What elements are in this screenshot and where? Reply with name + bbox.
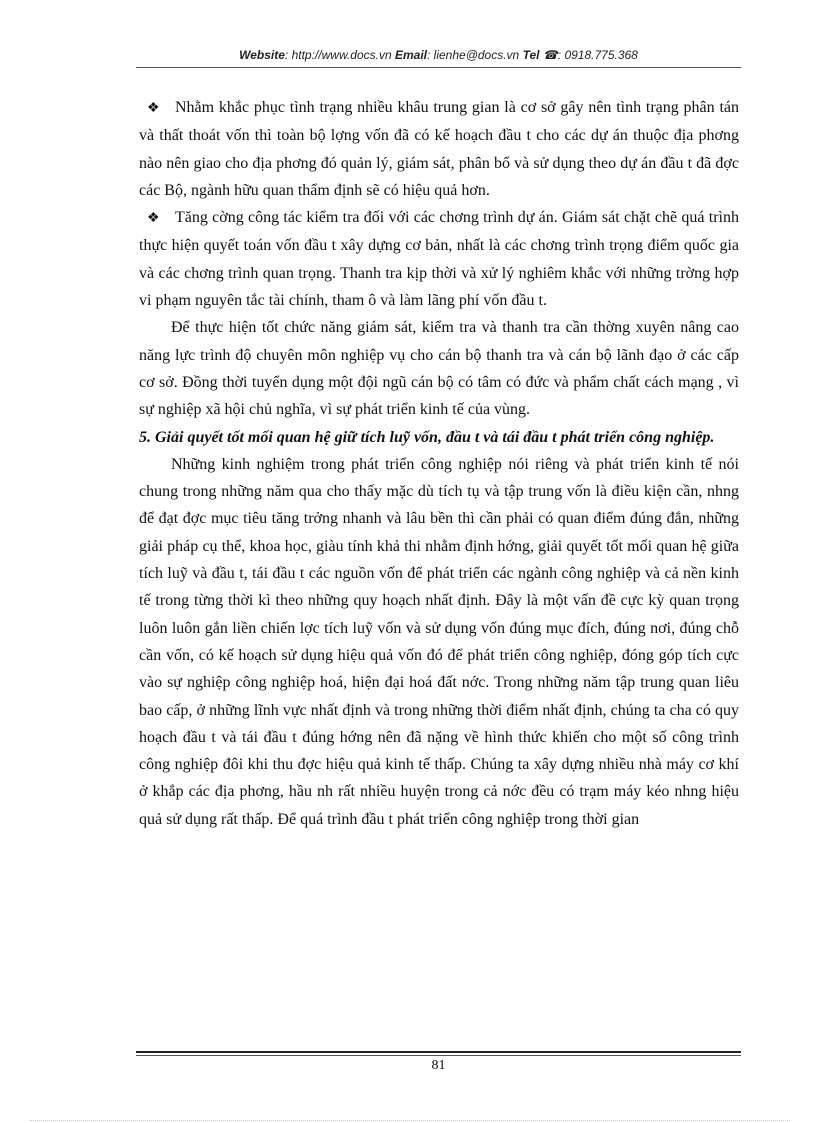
diamond-bullet-icon: ❖ (147, 101, 160, 116)
section-heading: 5. Giải quyết tốt mối quan hệ giữ tích luỹ vốn, đầu t và tái đầu t phát triển công nghiệp. (139, 428, 715, 446)
bullet-paragraph-1 (139, 94, 739, 204)
email-address: : lienhe@docs.vn (427, 48, 520, 62)
website-url: : http://www.docs.vn (284, 48, 392, 62)
phone-icon: ☎ (542, 48, 558, 62)
paragraph-text: Tăng cờng công tác kiểm tra đối với các chơng trình dự án. Giám sát chặt chẽ quá trình thực hiện quyết toán vốn đầu t xây dựng cơ bản, nhất là các chơng trình trọng điểm quốc gia và các chơng trình quan trọng. Thanh tra kịp thời và xử lý nghiêm khắc với những trờng hợp vi phạm nguyên tắc tài chính, tham ô và làm lãng phí vốn đầu t. (139, 209, 739, 310)
paragraph: Để thực hiện tốt chức năng giám sát, kiểm tra và thanh tra cần thờng xuyên nâng cao năng lực trình độ chuyên môn nghiệp vụ cho cán bộ thanh tra và cán bộ lãnh đạo ở các cấp cơ sở. Đồng thời tuyển dụng một đội ngũ cán bộ có tâm có đức và phẩm chất cách mạng , vì sự nghiệp xã hội chủ nghĩa, vì sự phát triển kinh tế của vùng. (139, 319, 739, 419)
paragraph: Những kinh nghiệm trong phát triển công nghiệp nói riêng và phát triển kinh tế nói chung trong những năm qua cho thấy mặc dù tích tụ và tập trung vốn là điều kiện cần, nhng để đạt đợc mục tiêu tăng trởng nhanh và lâu bền thì cần phải có quan điểm đúng đắn, những giải pháp cụ thể, khoa học, giàu tính khả thi nhằm định hớng, giải quyết tốt mối quan hệ giữa tích luỹ và đầu t, tái đầu t các nguồn vốn để phát triển các ngành công nghiệp và cả nền kinh tế trong từng thời kì theo những quy hoạch nhất định. Đây là một vấn đề cực kỳ quan trọng luôn luôn gắn liền chiến lợc tích luỹ vốn và sử dụng vốn đúng mục đích, đúng nơi, đúng chỗ cần vốn, có kế hoạch sử dụng hiệu quả vốn đó để phát triển công nghiệp, đóng góp tích cực vào sự nghiệp công nghiệp hoá, hiện đại hoá đất nớc. Trong những năm tập trung quan liêu bao cấp, ở những lĩnh vực nhất định và trong những thời điểm nhất định, chúng ta cha có quy hoạch đầu t và tái đầu t đúng hớng nên đã nặng về hình thức khiến cho một số công trình công nghiệp đôi khi thu đợc hiệu quả kinh tế thấp. Chúng ta xây dựng nhiều nhà máy cơ khí ở khắp các địa phơng, hầu nh rất nhiều huyện trong cả nớc đều có trạm máy kéo nhng hiệu quả sử dụng rất thấp. Để quá trình đầu t phát triển công nghiệp trong thời gian (139, 455, 739, 828)
email-label: Email (394, 48, 427, 62)
footer-rule (136, 1051, 741, 1053)
header-rule (136, 67, 741, 68)
website-label: Website (239, 48, 285, 62)
tel-label: Tel (522, 48, 540, 62)
page-bottom-border (30, 1120, 790, 1121)
paragraph-text: Nhằm khắc phục tình trạng nhiều khâu trung gian là cơ sở gây nên tình trạng phân tán và thất thoát vốn thì toàn bộ lợng vốn đã có kế hoạch đầu t cho các dự án thuộc địa phơng nào nên giao cho địa phơng đó quản lý, giám sát, phân bổ và sử dụng theo dự án đầu t đã đợc các Bộ, ngành hữu quan thẩm định sẽ có hiệu quả hơn. (139, 99, 739, 199)
page-header (136, 48, 741, 62)
document-body (139, 94, 739, 833)
footer-rule (136, 1055, 741, 1056)
diamond-bullet-icon: ❖ (147, 211, 160, 227)
tel-number: : 0918.775.368 (557, 48, 638, 62)
page-number: 81 (431, 1058, 446, 1073)
bullet-paragraph-2 (139, 204, 739, 314)
